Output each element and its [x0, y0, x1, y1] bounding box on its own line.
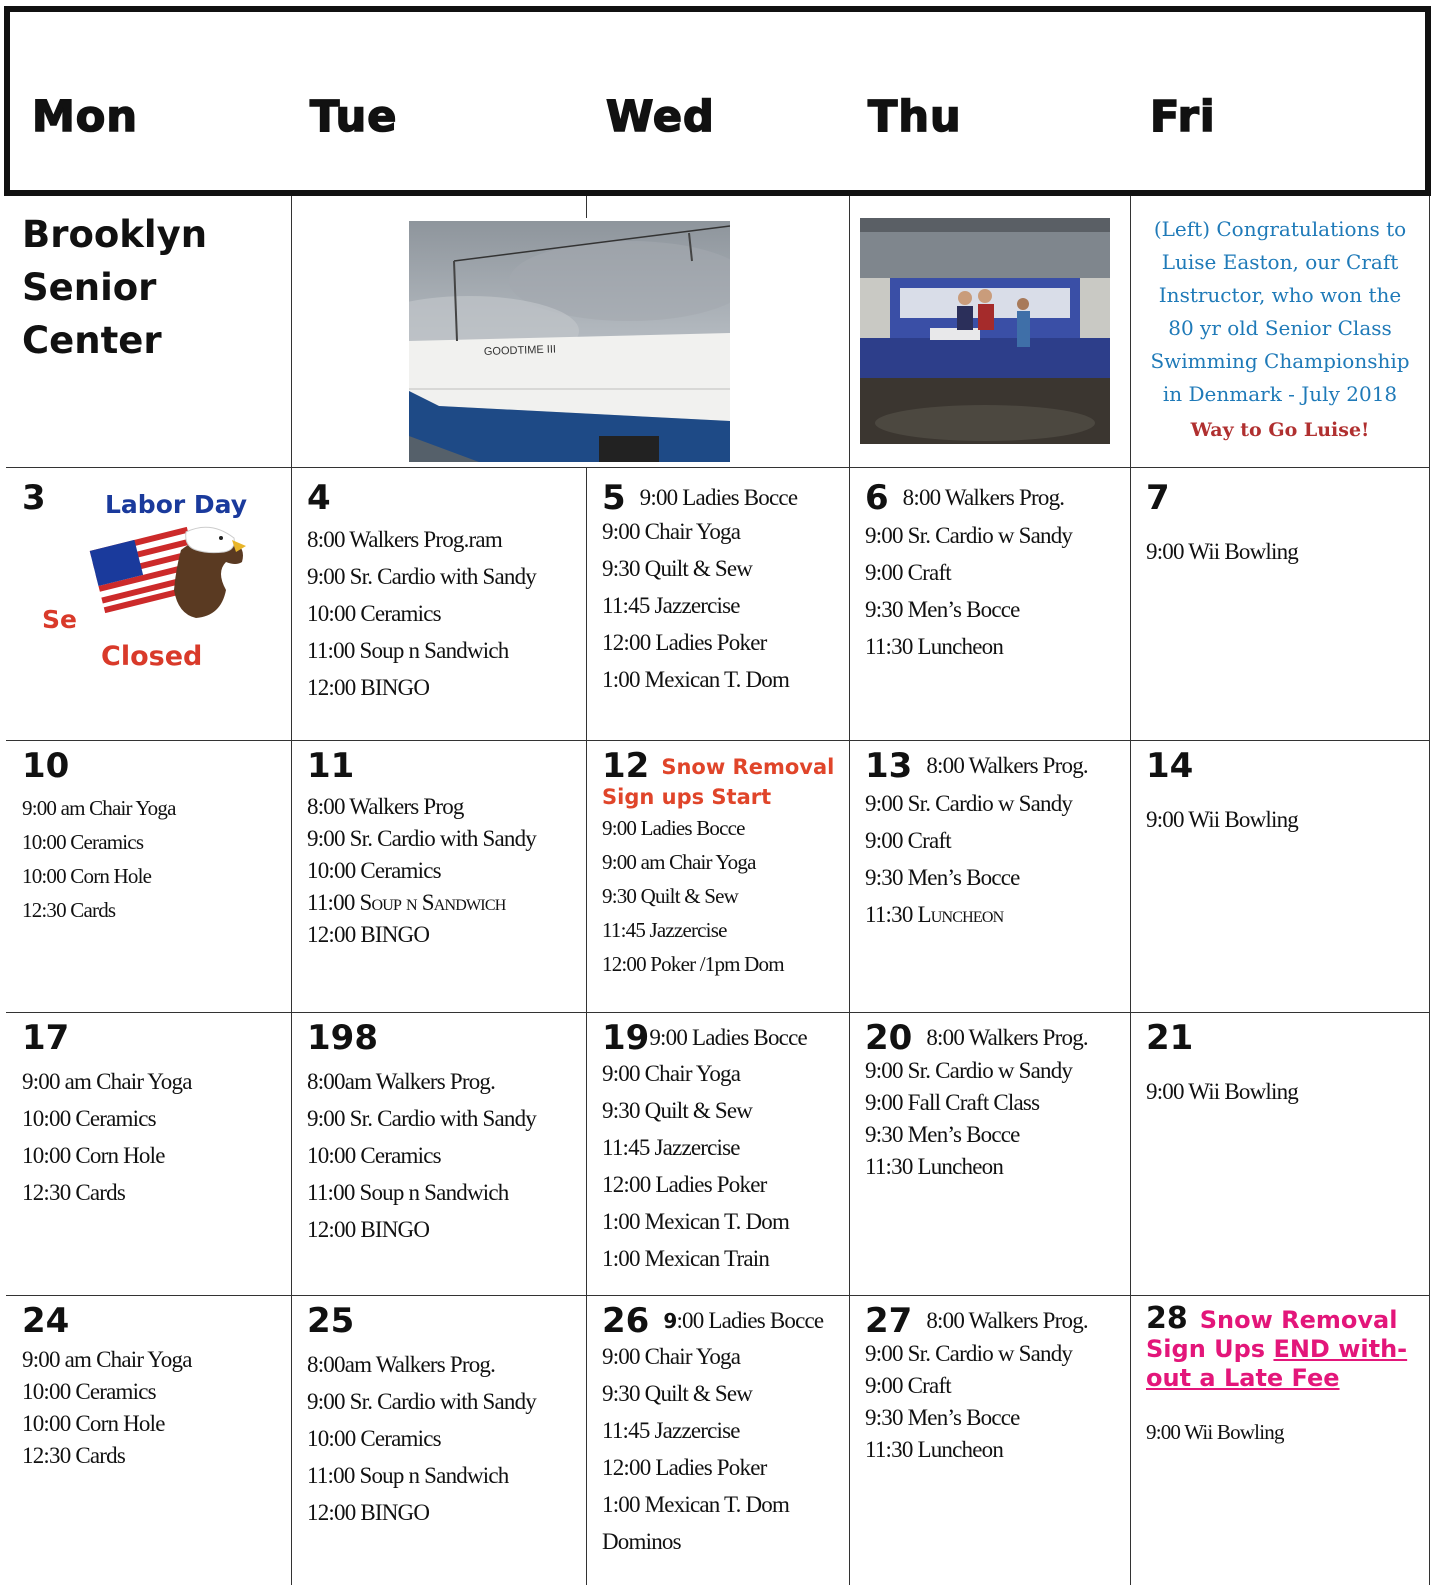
event-item: 11:00 Soup n Sandwich	[307, 1180, 509, 1205]
day-number: 3	[22, 478, 46, 518]
day-cell-27	[865, 1301, 1088, 1466]
event-item: 11:00 Soup n Sandwich	[307, 1463, 509, 1488]
day-header-thu: Thu	[868, 92, 962, 142]
event-item: 9:00 Chair Yoga	[602, 519, 741, 544]
day-cell-25	[307, 1301, 537, 1531]
event-item: 9:00 Wii Bowling	[1146, 807, 1298, 832]
event-item: 12:30 Cards	[22, 898, 116, 922]
event-item: 9:00 Ladies Bocce	[602, 816, 745, 840]
day-cell-12	[602, 746, 835, 981]
event-item: 10:00 Corn Hole	[22, 1143, 165, 1168]
congrats-line: Instructor, who won the	[1158, 283, 1402, 307]
event-item: 12:00 Ladies Poker	[602, 1455, 767, 1480]
day-number: 27	[865, 1301, 913, 1341]
congrats-line: Luise Easton, our Craft	[1161, 250, 1399, 274]
day-header-tue: Tue	[310, 92, 398, 142]
congrats-note	[1137, 213, 1423, 441]
day-cell-10	[22, 746, 176, 927]
day-number: 20	[865, 1018, 913, 1058]
grid-line	[1429, 196, 1430, 1585]
event-item: 11:30 Luncheon	[865, 1154, 1004, 1179]
day-cell-7	[1146, 478, 1298, 570]
brand-title	[22, 208, 207, 367]
day-number: 4	[307, 478, 331, 518]
day-cell-18	[307, 1018, 537, 1248]
event-item: 9:00 Craft	[865, 828, 951, 853]
day-cell-20	[865, 1018, 1088, 1183]
event-item: 9:00 Sr. Cardio w Sandy	[865, 523, 1073, 548]
event-item: 12:00 Poker /1pm Dom	[602, 952, 784, 976]
snow-removal-notice: Snow Removal	[1199, 1306, 1398, 1334]
event-item: 9:30 Quilt & Sew	[602, 1381, 753, 1406]
day-number: 7	[1146, 478, 1170, 518]
day-number: 28	[1146, 1301, 1188, 1336]
event-item: 8:00am Walkers Prog.	[307, 1352, 496, 1377]
event-item: 10:00 Ceramics	[22, 1106, 156, 1131]
event-item: 11:45 Jazzercise	[602, 593, 740, 618]
event-item: 9:30 Quilt & Sew	[602, 884, 738, 908]
grid-line	[6, 1295, 1430, 1296]
brand-line-2: Senior	[22, 266, 157, 309]
event-item: 10:00 Ceramics	[307, 601, 441, 626]
event-item: 9:30 Quilt & Sew	[602, 1098, 753, 1123]
event-item: 9:30 Quilt & Sew	[602, 556, 753, 581]
event-item: 9:00 Craft	[865, 1373, 951, 1398]
event-item: 9:00 am Chair Yoga	[602, 850, 756, 874]
closed-label: Closed	[101, 641, 203, 672]
event-item: 11:00 Soup n Sandwich	[307, 638, 509, 663]
congrats-line: in Denmark - July 2018	[1162, 382, 1398, 406]
day-number: 25	[307, 1301, 355, 1341]
event-item: 10:00 Ceramics	[22, 1379, 156, 1404]
event-item: 11:45 Jazzercise	[602, 918, 727, 942]
day-cell-6	[865, 478, 1073, 665]
event-item: 9:00 Sr. Cardio with Sandy	[307, 564, 537, 589]
day-cell-26	[602, 1301, 824, 1560]
event-item: 12:00 BINGO	[307, 675, 430, 700]
grid-line	[1130, 196, 1131, 1585]
day-number: 19	[602, 1018, 650, 1058]
event-item: 9:00 Sr. Cardio w Sandy	[865, 791, 1073, 816]
congrats-line: 80 yr old Senior Class	[1168, 316, 1392, 340]
event-item: 9	[663, 1309, 677, 1333]
way-to-go-text: Way to Go Luise!	[1190, 419, 1370, 441]
event-item: 9:00 am Chair Yoga	[22, 796, 176, 820]
day-number: 6	[865, 478, 889, 518]
day-cell-13	[865, 746, 1088, 933]
event-item: 9:00 Sr. Cardio with Sandy	[307, 1106, 537, 1131]
event-item: 8:00 Walkers Prog.ram	[307, 527, 502, 552]
event-item: 9:30 Men’s Bocce	[865, 1405, 1020, 1430]
event-item: Dominos	[602, 1529, 681, 1554]
event-item: 9:00 am Chair Yoga	[22, 1069, 192, 1094]
labor-day-flag-eagle-icon	[86, 520, 250, 625]
day-number: 14	[1146, 746, 1194, 786]
event-item: 12:00 BINGO	[307, 922, 430, 947]
day-number: 11	[307, 746, 355, 786]
event-item: 12:00 Ladies Poker	[602, 1172, 767, 1197]
event-item: 10:00 Corn Hole	[22, 864, 152, 888]
congrats-line: (Left) Congratulations to	[1153, 217, 1407, 241]
event-item: 1:00 Mexican Train	[602, 1246, 770, 1271]
event-item: 9:00 Chair Yoga	[602, 1344, 741, 1369]
event-item: 9:00 Craft	[865, 560, 951, 585]
grid-line	[586, 467, 587, 1585]
day-cell-3	[22, 478, 46, 518]
snow-removal-deadline: out a Late Fee	[1146, 1364, 1340, 1392]
event-item: 11:00 Soup n Sandwich	[307, 890, 506, 915]
boat-hull-text: GOODTIME III	[483, 343, 557, 358]
snow-removal-notice: Snow Removal	[661, 755, 835, 779]
event-item: 11:30 Luncheon	[865, 634, 1004, 659]
day-cell-19	[602, 1018, 807, 1277]
event-item: 9:30 Men’s Bocce	[865, 1122, 1020, 1147]
day-header-fri: Fri	[1150, 92, 1216, 142]
day-number: 24	[22, 1301, 70, 1341]
day-number: 26	[602, 1301, 650, 1341]
event-item: 10:00 Ceramics	[307, 858, 441, 883]
grid-line	[291, 196, 292, 1585]
day-cell-5	[602, 478, 798, 698]
day-number: 5	[602, 478, 626, 518]
event-item: 11:30 Luncheon	[865, 902, 1004, 927]
event-item: 9:00 Chair Yoga	[602, 1061, 741, 1086]
day-number: 17	[22, 1018, 70, 1058]
day-cell-11	[307, 746, 537, 951]
event-item: 10:00 Ceramics	[307, 1143, 441, 1168]
event-item: 8:00am Walkers Prog.	[307, 1069, 496, 1094]
partial-text: Se	[42, 605, 77, 634]
day-cell-17	[22, 1018, 192, 1211]
event-item: 9:00 Wii Bowling	[1146, 1079, 1298, 1104]
event-item: 8:00 Walkers Prog.	[926, 753, 1088, 778]
event-item: :00 Ladies Bocce	[676, 1308, 824, 1333]
grid-line	[6, 467, 1430, 468]
event-item: 9:00 Sr. Cardio w Sandy	[865, 1341, 1073, 1366]
labor-day-title: Labor Day	[105, 490, 248, 519]
event-item: 10:00 Ceramics	[22, 830, 144, 854]
event-item: 9:00 Ladies Bocce	[649, 1025, 807, 1050]
day-header-mon: Mon	[32, 92, 138, 142]
podium-photo	[860, 218, 1110, 444]
event-item: 1:00 Mexican T. Dom	[602, 667, 790, 692]
event-item: 9:00 Sr. Cardio with Sandy	[307, 1389, 537, 1414]
event-item: 12:30 Cards	[22, 1443, 125, 1468]
event-item: 12:00 BINGO	[307, 1500, 430, 1525]
day-cell-21	[1146, 1018, 1298, 1110]
event-item: 12:30 Cards	[22, 1180, 125, 1205]
day-cell-24	[22, 1301, 192, 1472]
event-item: 1:00 Mexican T. Dom	[602, 1492, 790, 1517]
event-item: 9:00 Ladies Bocce	[639, 485, 798, 510]
event-item: 11:45 Jazzercise	[602, 1135, 740, 1160]
grid-line	[6, 740, 1430, 741]
snow-removal-deadline: END with-	[1273, 1335, 1408, 1363]
event-item: 9:00 am Chair Yoga	[22, 1347, 192, 1372]
event-item: 8:00 Walkers Prog.	[926, 1025, 1088, 1050]
event-item: 8:00 Walkers Prog.	[926, 1308, 1088, 1333]
day-number: 13	[865, 746, 913, 786]
day-number: 198	[307, 1018, 378, 1058]
event-item: 9:00 Sr. Cardio w Sandy	[865, 1058, 1073, 1083]
event-item: 8:00 Walkers Prog	[307, 794, 464, 819]
event-item: 11:45 Jazzercise	[602, 1418, 740, 1443]
event-item: 9:00 Sr. Cardio with Sandy	[307, 826, 537, 851]
event-item: 11:30 Luncheon	[865, 1437, 1004, 1462]
event-item: 10:00 Corn Hole	[22, 1411, 165, 1436]
day-number: 10	[22, 746, 70, 786]
event-item: 9:30 Men’s Bocce	[865, 597, 1020, 622]
grid-line	[849, 196, 850, 1585]
event-item: 10:00 Ceramics	[307, 1426, 441, 1451]
grid-line	[6, 1012, 1430, 1013]
event-item: 12:00 Ladies Poker	[602, 630, 767, 655]
event-item: 9:00 Fall Craft Class	[865, 1090, 1040, 1115]
weekday-header	[4, 6, 1431, 196]
event-item: 12:00 BINGO	[307, 1217, 430, 1242]
brand-line-3: Center	[22, 319, 162, 362]
day-number: 21	[1146, 1018, 1194, 1058]
day-cell-14	[1146, 746, 1298, 838]
snow-removal-notice: Sign ups Start	[602, 785, 772, 809]
day-cell-4	[307, 478, 537, 706]
boat-photo	[409, 221, 730, 462]
snow-removal-notice: Sign Ups	[1146, 1335, 1274, 1363]
grid-line	[586, 196, 587, 218]
event-item: 9:00 Wii Bowling	[1146, 539, 1298, 564]
congrats-line: Swimming Championship	[1150, 349, 1410, 373]
event-item: 9:30 Men’s Bocce	[865, 865, 1020, 890]
day-cell-28	[1146, 1301, 1408, 1449]
event-item: 8:00 Walkers Prog.	[902, 485, 1065, 510]
event-item: 1:00 Mexican T. Dom	[602, 1209, 790, 1234]
brand-line-1: Brooklyn	[22, 213, 208, 256]
day-header-wed: Wed	[606, 92, 715, 142]
event-item: 9:00 Wii Bowling	[1146, 1420, 1284, 1444]
day-number: 12	[602, 746, 650, 786]
